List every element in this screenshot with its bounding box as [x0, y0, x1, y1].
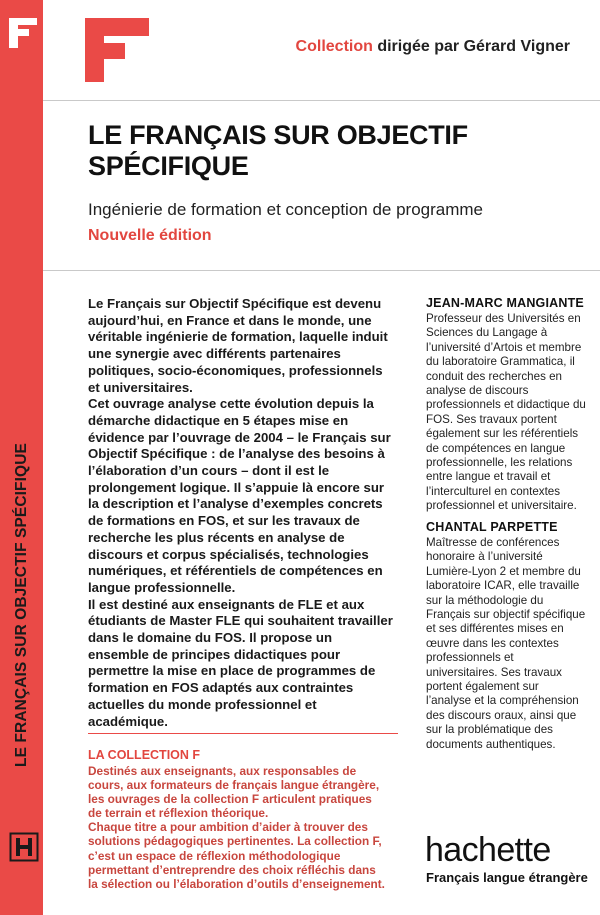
edition-label: Nouvelle édition [88, 227, 212, 244]
collection-divider [88, 733, 398, 734]
back-cover-text [88, 296, 396, 730]
author-name: JEAN-MARC MANGIANTE [426, 296, 584, 310]
author-block [426, 520, 586, 752]
book-subtitle: Ingénierie de formation et conception de programme [88, 200, 484, 219]
author-bio: Professeur des Universités en Sciences du Langage à l’université d’Artois et membre du laboratoire Grammatica, il conduit des recherches en analyse de discours professionnels et didactique du FOS. Ses travaux portent également sur les référentiels de compétences en langue professionnelle, les relations entre langue et travail et l’interculturel en contextes professionnel et universitaire. [426, 312, 586, 513]
collection-f-logo-icon [85, 18, 149, 82]
h-logo-icon [9, 832, 39, 862]
collection-paragraph: Chaque titre a pour ambition d’aider à trouver des solutions pédagogiques pertinentes. La collection F, c’est un espace de réflexion méthodologique permettant d’entreprendre des choix réfléchis dans la sélection ou l’élaboration d’outils d’enseignement. [88, 820, 385, 891]
f-logo-icon [9, 18, 37, 48]
collection-director: dirigée par Gérard Vigner [372, 38, 570, 55]
middle-divider [43, 270, 600, 271]
book-title: LE FRANÇAIS SUR OBJECTIF SPÉCIFIQUE [88, 120, 468, 181]
spine-title-text: LE FRANÇAIS SUR OBJECTIF SPÉCIFIQUE [13, 443, 30, 767]
author-block [426, 296, 586, 514]
collection-director-line [296, 38, 570, 56]
spine [0, 0, 43, 915]
author-bio: Maîtresse de conférences honoraire à l’université Lumière-Lyon 2 et membre du laboratoire ICAR, elle travaille sur la méthodologie du Français sur objectif spécifique et ses différentes mises en œuvre dans les contextes professionnels et universitaires. Ses travaux portent également sur l’analyse et la compréhension des discours oraux, ainsi que sur la problématique des documents authentiques. [426, 536, 586, 751]
collection-word: Collection [295, 38, 373, 55]
top-divider [43, 100, 600, 101]
body-paragraph: Il est destiné aux enseignants de FLE et aux étudiants de Master FLE qui souhaitent travailler dans le domaine du FOS. Il propose un ensemble de principes didactiques pour permettre la mise en place de programmes de formation en FOS adaptés aux contraintes actuelles du monde professionnel et académique. [88, 596, 393, 729]
publisher-subtitle: Français langue étrangère [426, 870, 588, 885]
collection-heading: LA COLLECTION F [88, 748, 201, 762]
body-paragraph: Cet ouvrage analyse cette évolution depuis la démarche didactique en 5 étapes mise en évidence par l’ouvrage de 2004 – le Français sur Objectif Spécifique : de l’analyse des besoins à l’élaboration d’un cours – dont il est le prolongement logique. Il s’appuie là encore sur la description et l’analyse d’exemples concrets de formations en FOS, et sur les travaux de recherche les plus récents en analyse de discours et corpus spécialisés, technologies numériques, et référentiels de compétences en langue professionnelle. [88, 396, 391, 595]
author-name: CHANTAL PARPETTE [426, 520, 558, 534]
body-paragraph: Le Français sur Objectif Spécifique est devenu aujourd’hui, en France et dans le monde, une véritable ingénierie de formation, laquelle induit une synergie avec différents partenaires politiques, socio-économiques, professionnels et universitaires. [88, 296, 388, 395]
publisher-logo: hachette [425, 831, 551, 869]
collection-description [88, 748, 388, 891]
spine-title [13, 440, 31, 770]
collection-paragraph: Destinés aux enseignants, aux responsables de cours, aux formateurs de français langue étrangère, les ouvrages de la collection F articulent pratiques de terrain et réflexion théorique. [88, 764, 380, 821]
